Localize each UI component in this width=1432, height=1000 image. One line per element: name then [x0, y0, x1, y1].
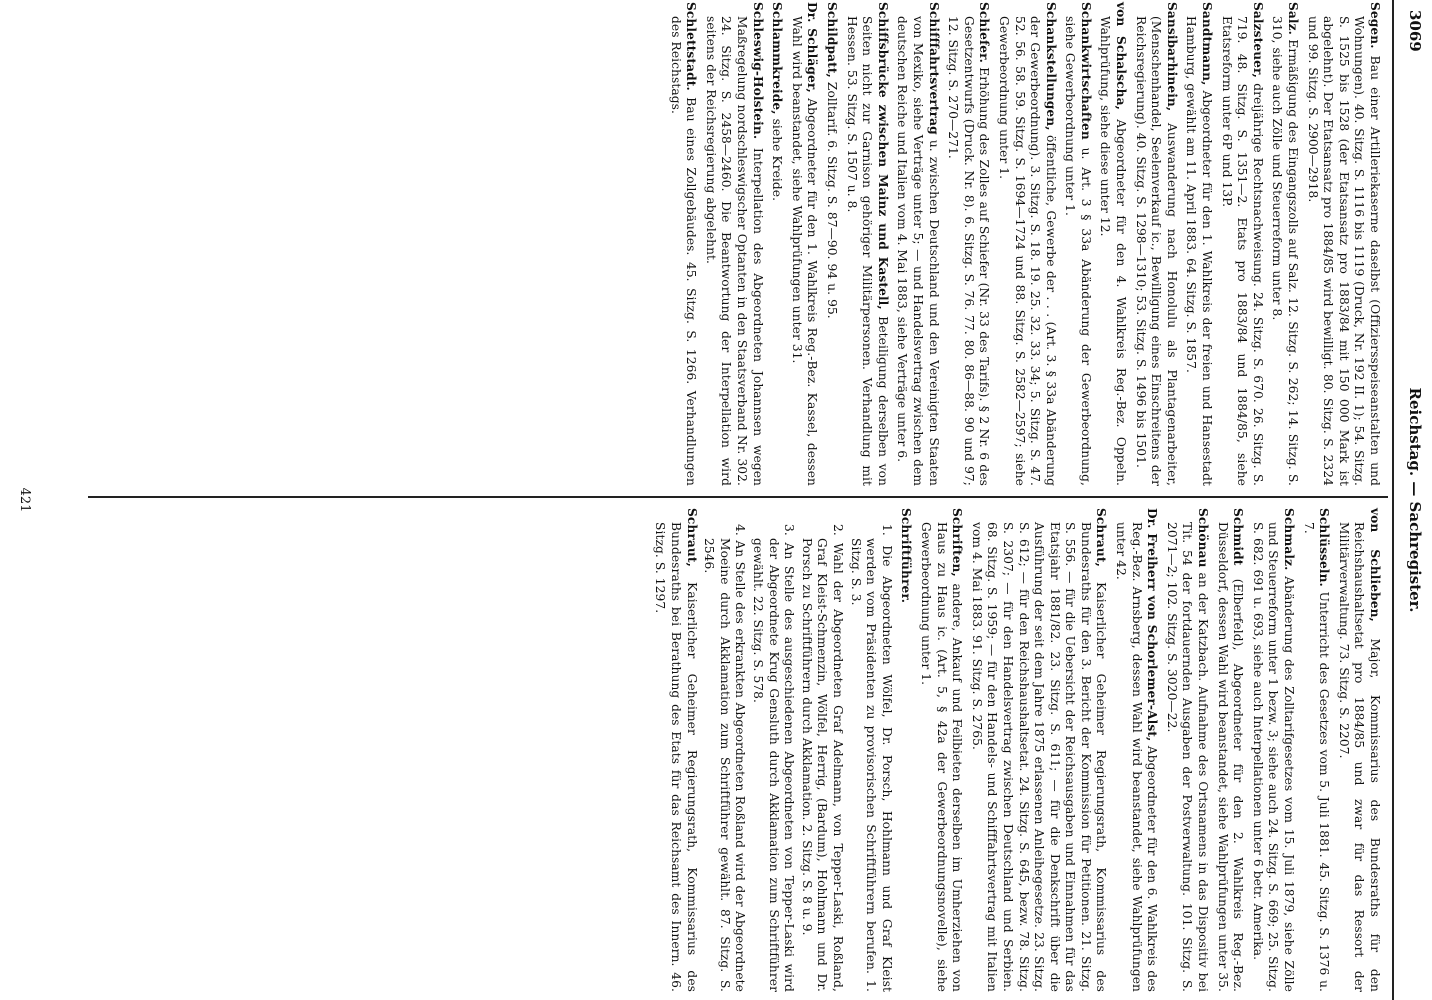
entry-heading: Schraut, — [1094, 508, 1109, 567]
header-rule — [1392, 0, 1394, 1000]
entry-text: Auswanderung nach Honolulu als Plantagenarbeiter, (Menschenhandel, Seelenverkauf ic., Bewilligung eines Einschreitens der Reichsregierung). 40. Sitzg. S. 1298—1310; 53. Sitzg. S. 1496 bis 1501. — [1133, 16, 1179, 486]
entry-text: dreijährige Rechtsnachweisung. 24. Sitzg. S. 670. 26. Sitzg. S. 719. 48. Sitzg. S. 1351—2. Etats pro 1883/84 und 1884/85, siehe Etatsreform unter 6P und 13P. — [1219, 16, 1265, 486]
index-entry — [917, 508, 964, 992]
entry-heading: Schmalz. — [1282, 508, 1297, 571]
entry-heading: Schifffahrtsvertrag — [926, 2, 941, 135]
index-entry — [1269, 2, 1300, 486]
running-header: Reichstag. — Sachregister. — [1406, 387, 1424, 613]
entry-text: Erhöhung des Zolles auf Schiefer (Nr. 33 des Tarifs). § 2 Nr. 6 des Gesetzentwurfs (Druck. Nr. 8). 6. Sitzg. S. 76. 77. 80. 86—88. 90 und 97; 12. Sitzg. S. 270—271. — [946, 16, 992, 486]
entry-text: andere, Ankauf und Feilbieten derselben im Umherziehen von Haus zu Haus ic. (Art. 5, § 42a der Gewerbeordnungsnovelle), siehe Gewerbeordnung unter 1. — [918, 522, 965, 993]
entry-heading: Schankwirtschaften — [1078, 2, 1093, 140]
entry-heading: Schönau — [1196, 508, 1211, 568]
entry-heading: Salz. — [1286, 2, 1301, 35]
entry-heading: Schlammkreide, — [770, 2, 785, 115]
index-entry — [1218, 2, 1265, 486]
index-entry — [1062, 2, 1093, 486]
entry-text: Abgeordneter für den 1. Wahlkreis Reg.-Bez. Kassel, dessen Wahl wird beanstandet, siehe Wahlprüfungen unter 31. — [789, 16, 820, 486]
entry-heading: Schiffsbrücke zwischen Mainz und Kastell, — [875, 2, 890, 310]
index-entry — [898, 508, 914, 992]
sub-entry: 2. Wahl der Abgeordneten Graf Adelmann, von Tepper-Laski, Roßland, Graf Kleist-Schmenzin, Wölfel, Herrig, (Bardum), Hohlmann und Dr. Porsch zu Schriftführern durch Akklamation. 2. Sitzg. S. 8 u. 9. — [799, 524, 845, 992]
index-entry — [769, 2, 785, 486]
index-entry — [823, 2, 839, 486]
entry-text: Unterricht des Gesetzes vom 5. Juli 1881. 45. Sitzg. S. 1376 u. 7. — [1301, 522, 1332, 993]
entry-text: u. zwischen Deutschland und den Vereinigten Staaten von Mexiko, siehe Verträge unter 5; — und Handelsvertrag zwischen dem deutschen Reiche und Italien vom 4. Mai 1883, siehe Verträge unter 6. — [895, 16, 941, 486]
sub-entry: 1. Die Abgeordneten Wölfel, Dr. Porsch, Hohlmann und Graf Kleist werden vom Präsidenten zu provisorischen Schriftführern berufen. 1. Sitzg. S. 3. — [848, 524, 894, 992]
entry-text: siehe Kreide. — [770, 118, 785, 202]
entry-heading: Schlettstadt. — [684, 2, 699, 91]
index-entry — [1113, 508, 1160, 992]
entry-text: an der Katzbach. Aufnahme des Ortsnamens in das Dispositiv bei Tit. 54 der fortdauernden Ausgaben der Postverwaltung. 101. Sitzg. S. 2071—2; 102. Sitzg. S. 3020—22. — [1164, 522, 1211, 992]
entry-text: Bau eines Zollgebäudes. 45. Sitzg. S. 1266. Verhandlungen des Reichstags. — [668, 16, 699, 486]
entry-text: Abgeordneter für den 4. Wahlkreis Reg.-Bez. Oppeln. Wahlprüfung, siehe diese unter 12. — [1098, 16, 1129, 487]
entry-text: Zolltarif. 6. Sitzg. S. 87—90. 94 u. 95. — [825, 81, 839, 319]
entry-heading: Schiefer. — [977, 2, 992, 63]
column-number: 3069 — [1406, 10, 1424, 52]
sub-entry: 3. An Stelle des ausgeschiedenen Abgeordneten von Tepper-Laski wird der Abgeordnete Krug Gensluth durch Akklamation zum Schriftführer gewählt. 22. Sitzg. S. 578. — [751, 524, 797, 992]
entry-heading: Segen. — [1368, 2, 1382, 49]
right-column — [648, 508, 1382, 992]
entry-text: Major, Kommissarius des Bundesraths für den Reichshaushaltsetat pro 1884/85 und zwar für das Ressort der Militärverwaltung. 73. Sitzg. S. 2207. — [1336, 522, 1382, 992]
entry-heading: Schankstellungen, — [1043, 2, 1058, 131]
entry-heading: Schlüsseln. — [1317, 508, 1332, 587]
index-entry — [945, 2, 992, 486]
entry-text: u. Art. 3 § 33a Abänderung der Gewerbeordnung, siehe Gewerbeordnung unter 1. — [1063, 16, 1093, 487]
index-entry — [968, 508, 1108, 992]
left-column — [663, 2, 1382, 486]
entry-text: Kaiserlicher Geheimer Regierungsrath, Kommissarius des Bundesraths bei Berathung des Etats für das Reichsamt des Innern. 46. Sitzg. S. 1297. — [653, 522, 699, 992]
entry-text: Beteiligung derselben von Seiten nicht zur Garnison gehöriger Militärpersonen. Verhandlung mit Hessen. 53. Sitzg. S. 1507 u. 8. — [844, 16, 890, 487]
index-entry — [1097, 2, 1128, 486]
entry-text: Bau einer Artilleriekaserne daselbst (Offiziersspeiseanstalten und Wohnungen). 40. Sitzg. S. 1116 bis 1119 (Druck, Nr. 192 II. 1); 54. Sitzg. S. 1525 bis 1528 (der Etatsansatz pro 1883/84 mit 150 000 Mark ist abgelehnt). Der Etatsansatz pro 1884/85 wird bewilligt. 80. Sitzg. S. 2324 und 99. Sitzg. S. 2900—2918. — [1305, 16, 1382, 486]
entry-text: Ermäßigung des Eingangszolls auf Salz. 12. Sitzg. S. 262; 14. Sitzg. S. 310, siehe auch Zölle und Steuerreform unter 8. — [1270, 16, 1301, 487]
entry-heading: Sandtmann, — [1200, 2, 1215, 86]
entry-heading: Dr. Freiherr von Schorlemer-Alst, — [1145, 508, 1160, 742]
page-number: 421 — [17, 487, 32, 513]
entry-heading: Schleswig-Holstein. — [750, 2, 765, 140]
entry-text: öffentliche, Gewerbe der . . . (Art. 3. § 33a Abänderung der Gewerbeordnung). 3. Sitzg. S. 18. 19. 25. 32. 33. 34; 5. Sitzg. S. 47. 52. 56. 58. 59. Sitzg. S. 1694—1724 und 88. Sitzg. S. 2582—2597; siehe Gewerbeordnung unter 1. — [996, 16, 1058, 486]
index-entry — [1249, 508, 1296, 992]
entry-heading: von Schalscha, — [1114, 2, 1129, 110]
sub-entry: 4. An Stelle des erkrankten Abgeordneten Roßland wird der Abgeordnete Moeine durch Akklamation zum Schriftführer gewählt. 87. Sitzg. S. 2546. — [702, 524, 748, 992]
index-entry — [667, 2, 698, 486]
entry-heading: Schildpatt, — [825, 2, 839, 78]
entry-text: Kaiserlicher Geheimer Regierungsrath, Kommissarius des Bundesraths für den 3. Bericht der Kommission für Petitionen. 21. Sitzg. S. 556. — für die Uebersicht der Reichsausgaben und Einnahmen für das Etatsjahr 1881/82. 23. Sitzg. S. 611; — für die Denkschrift über die Ausführung der seit dem Jahre 1875 erlassenen Anleihegesetze. 23. Sitzg. S. 612; — für den Reichshaushaltsetat. 24. Sitzg. S. 645, bezw. 78. Sitzg. S. 2307; — für den Handelsvertrag zwischen Deutschland und Serbien. 68. Sitzg. S. 1959; — für den Handels- und Schifffahrtsvertrag mit Italien vom 4. Mai 1883. 91. Sitzg. S. 2765. — [969, 522, 1109, 992]
index-entry — [995, 2, 1057, 486]
entry-heading: Schmidt — [1231, 508, 1246, 566]
index-entry — [1214, 508, 1245, 992]
index-entry — [894, 2, 941, 486]
index-entry — [1304, 2, 1382, 486]
column-divider — [88, 496, 1388, 498]
entry-heading: von Schlieben, — [1368, 508, 1382, 622]
index-entry — [788, 2, 819, 486]
index-entry — [1335, 508, 1382, 992]
index-entry — [652, 508, 699, 992]
index-entry — [1132, 2, 1179, 486]
entry-heading: Sansibarhinein, — [1164, 2, 1179, 112]
entry-text: Abgeordneter für den 1. Wahlkreis der freien und Hansestadt Hamburg, gewählt am 11. April 1883. 64. Sitzg. S. 1857. — [1184, 16, 1215, 486]
entry-text: Interpellation des Abgeordneten Johannsen wegen Maßregelung nordschleswigscher Optanten in den Staatsverband Nr. 302. 24. Sitzg. S. 2458—2460. Die Beantwortung der Interpellation wird seitens der Reichsregierung abgelehnt. — [703, 16, 765, 486]
index-entry — [1183, 2, 1214, 486]
index-entry — [1300, 508, 1331, 992]
index-entry — [702, 2, 764, 486]
entry-text: Abänderung des Zolltarifgesetzes vom 15. Juli 1879, siehe Zölle und Steuerreform unter 1 bezw. 3; siehe auch 24. Sitzg. S. 669; 25. Sitzg. S. 682. 691 u. 693, siehe auch Interpellationen unter 6 betr. Amerika. — [1250, 522, 1297, 992]
entry-text: Abgeordneter für den 6. Wahlkreis des Reg.-Bez. Arnsberg, dessen Wahl wird beanstandet, siehe Wahlprüfungen unter 42. — [1114, 522, 1160, 992]
entry-heading: Schriftführer. — [899, 508, 914, 604]
entry-text: (Elberfeld), Abgeordneter für den 2. Wahlkreis Reg.-Bez. Düsseldorf, dessen Wahl wird beanstandet, siehe Wahlprüfungen unter 35. — [1215, 522, 1246, 992]
entry-heading: Dr. Schläger, — [805, 2, 820, 93]
entry-heading: Schriften, — [950, 508, 965, 577]
index-entry — [843, 2, 890, 486]
entry-heading: Salzsteuer, — [1250, 2, 1265, 78]
entry-heading: Schraut, — [684, 508, 699, 567]
index-entry — [1163, 508, 1210, 992]
